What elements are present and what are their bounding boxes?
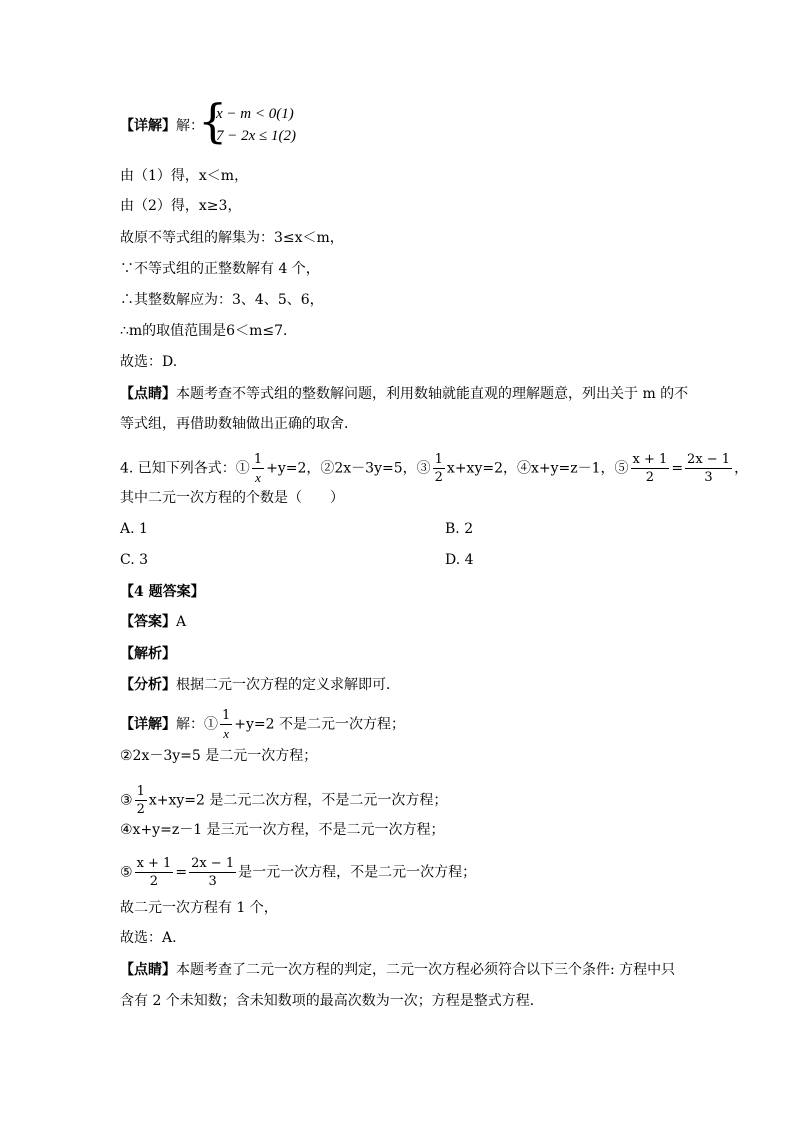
q4-d5-den1: 2 xyxy=(149,874,159,889)
q3-comment-line1 xyxy=(120,384,688,404)
q4-d1-post: +y=2 不是二元一次方程； xyxy=(234,716,406,733)
q4-detail-tag: 【详解】 xyxy=(120,716,176,733)
q3-detail-lead: 解： xyxy=(176,118,204,134)
q4-frac-4-den: 3 xyxy=(704,470,713,485)
q4-d3-post: x+xy=2 是二元二次方程，不是二元一次方程； xyxy=(148,792,448,809)
q3-step-1: 由（1）得，x＜m， xyxy=(120,168,249,184)
q3-step-5: ∴其整数解应为：3、4、5、6， xyxy=(120,292,324,308)
q4-part2: x+xy=2，④x+y=z－1，⑤ xyxy=(446,460,629,477)
q4-end: ， xyxy=(734,460,749,477)
q4-option-a: A. 1 xyxy=(120,521,148,537)
q4-stem-line2: 其中二元一次方程的个数是（ ） xyxy=(120,490,344,506)
q4-d3-pre: ③ xyxy=(120,792,133,809)
q3-step-7: 故选：D. xyxy=(120,354,178,370)
q4-frac-2-den: 2 xyxy=(434,470,443,485)
q3-step-3: 故原不等式组的解集为：3≤x＜m， xyxy=(120,230,344,246)
q3-step-6: ∴m的取值范围是6＜m≤7． xyxy=(120,323,298,339)
q3-detail-label xyxy=(120,116,204,136)
q4-answer-value: A xyxy=(176,614,187,630)
q4-d5-frac2 xyxy=(189,856,236,889)
q4-d3-den: 2 xyxy=(136,802,145,817)
q4-detail-line2: ②2x－3y=5 是二元一次方程； xyxy=(120,748,318,764)
q4-d5-post: 是一元一次方程，不是二元一次方程； xyxy=(238,864,477,881)
q3-step-2: 由（2）得，x≥3， xyxy=(120,198,242,214)
q3-comment-tag: 【点睛】 xyxy=(120,386,176,402)
q4-frac-2 xyxy=(433,452,445,485)
q4-answer-tag: 【答案】 xyxy=(120,614,176,630)
q4-part1: +y=2，②2x－3y=5，③ xyxy=(266,460,431,477)
q4-frac-3 xyxy=(631,452,670,485)
q4-d1-pre: 解：① xyxy=(176,716,218,733)
q3-comment-text1: 本题考查不等式组的整数解问题，利用数轴就能直观的理解题意，列出关于 m 的不 xyxy=(176,386,689,402)
q4-option-d: D. 4 xyxy=(445,552,474,568)
q4-comment-tag: 【点睛】 xyxy=(120,962,176,978)
q4-d1-den: x xyxy=(223,726,230,741)
q4-answer-line xyxy=(120,612,186,632)
q4-frac-3-den: 2 xyxy=(645,470,655,485)
q4-fenxi-line xyxy=(120,675,400,695)
q3-eq2: 7 − 2x ≤ 1(2) xyxy=(216,128,297,144)
q3-step-4: ∵不等式组的正整数解有 4 个， xyxy=(120,261,320,277)
q4-d3-num: 1 xyxy=(136,784,145,799)
q4-d3-frac xyxy=(135,784,147,817)
q4-detail-line1 xyxy=(120,708,405,741)
q4-detail-line3 xyxy=(120,784,447,817)
q4-prefix: 4. 已知下列各式：① xyxy=(120,460,250,477)
q4-comment-text1: 本题考查了二元一次方程的判定，二元一次方程必须符合以下三个条件: 方程中只 xyxy=(176,962,676,978)
q4-detail-line4: ④x+y=z－1 是三元一次方程，不是二元一次方程； xyxy=(120,822,445,838)
q4-d5-eq: = xyxy=(175,864,188,881)
left-brace-icon: { xyxy=(198,94,228,148)
q3-detail-tag: 【详解】 xyxy=(120,118,176,134)
q4-frac-1 xyxy=(252,452,264,485)
q4-fenxi-tag: 【分析】 xyxy=(120,677,176,693)
q4-count: 故二元一次方程有 1 个， xyxy=(120,900,278,916)
q4-frac-4-num: 2x − 1 xyxy=(687,452,731,467)
q4-option-c: C. 3 xyxy=(120,552,149,568)
q4-fenxi-text: 根据二元一次方程的定义求解即可． xyxy=(176,677,400,693)
q3-comment-line2: 等式组，再借助数轴做出正确的取舍． xyxy=(120,416,358,432)
q4-analysis-tag: 【解析】 xyxy=(120,646,176,662)
q4-comment-line1 xyxy=(120,960,675,980)
q4-frac-1-den: x xyxy=(255,470,261,485)
q4-d1-num: 1 xyxy=(222,708,231,723)
q4-frac-4 xyxy=(685,452,732,485)
q3-eq1: x − m < 0(1) xyxy=(216,106,294,122)
q4-frac-2-num: 1 xyxy=(434,452,443,467)
q4-d5-num2: 2x − 1 xyxy=(191,856,235,871)
q4-answer-section: 【4 题答案】 xyxy=(120,584,205,600)
q4-d5-pre: ⑤ xyxy=(120,864,133,881)
q4-detail-line5 xyxy=(120,856,476,889)
q4-comment-line2: 含有 2 个未知数；含未知数项的最高次数为一次；方程是整式方程． xyxy=(120,993,544,1009)
q4-d5-num1: x + 1 xyxy=(136,856,172,871)
q4-option-b: B. 2 xyxy=(445,521,474,537)
q4-stem-line1 xyxy=(120,452,748,485)
q4-d1-frac xyxy=(220,708,232,741)
q4-d5-den2: 3 xyxy=(208,874,217,889)
q4-choose: 故选：A. xyxy=(120,930,177,946)
q4-frac-1-num: 1 xyxy=(253,452,263,467)
q4-equals: = xyxy=(671,460,684,477)
q4-d5-frac1 xyxy=(135,856,174,889)
q4-frac-3-num: x + 1 xyxy=(632,452,668,467)
